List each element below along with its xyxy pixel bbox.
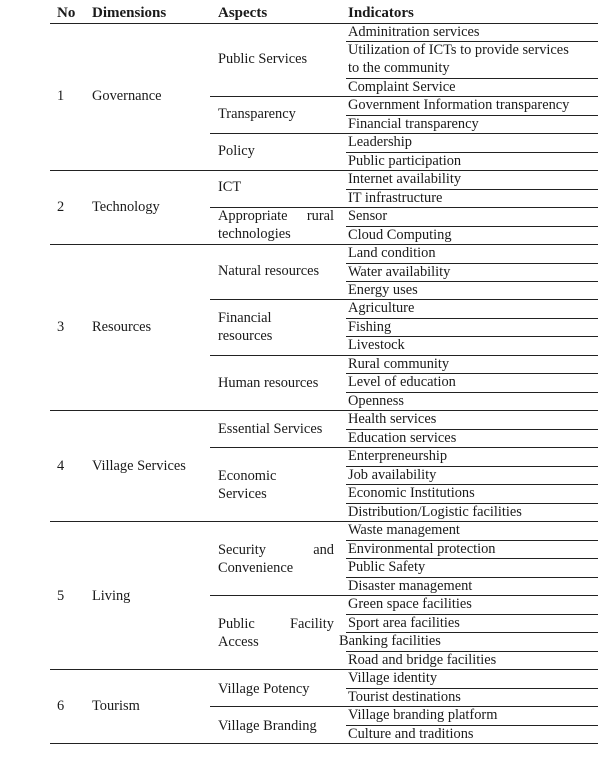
- row-no: 6: [57, 698, 65, 714]
- section-rule: [50, 521, 598, 522]
- indicator: Openness: [348, 393, 404, 409]
- aspect-label: Essential Services: [218, 421, 323, 437]
- row-no: 5: [57, 588, 65, 604]
- indicator: Disaster management: [348, 578, 473, 594]
- indicator: Rural community: [348, 356, 450, 372]
- indicator-banking: Banking facilities: [339, 633, 441, 649]
- row-no: 2: [57, 199, 65, 215]
- aspect-label: ICT: [218, 179, 242, 195]
- aspect-label: Natural resources: [218, 263, 320, 279]
- indicator: Village identity: [348, 670, 438, 686]
- section-rule: [50, 170, 598, 171]
- indicator: Tourist destinations: [348, 689, 461, 705]
- section-rule: [50, 410, 598, 411]
- header-no: No: [57, 5, 76, 21]
- indicator: Water availability: [348, 264, 451, 280]
- indicator: Adminitration services: [348, 24, 480, 40]
- indicator: Internet availability: [348, 171, 462, 187]
- indicator: Village branding platform: [348, 707, 498, 723]
- indicator: Public participation: [348, 153, 462, 169]
- indicator: Education services: [348, 430, 457, 446]
- row-dimension: Technology: [92, 199, 160, 215]
- indicator: Economic Institutions: [348, 485, 475, 501]
- indicator: Job availability: [348, 467, 437, 483]
- row-dimension: Resources: [92, 319, 152, 335]
- indicator: Sensor: [348, 208, 388, 224]
- indicator: Road and bridge facilities: [348, 652, 497, 668]
- aspect-label: Economic Services: [218, 468, 277, 502]
- indicator: Leadership: [348, 134, 412, 150]
- header-indicators: Indicators: [348, 5, 414, 21]
- row-dimension: Governance: [92, 88, 162, 104]
- row-dimension: Living: [92, 588, 131, 604]
- table-bottom-rule: [50, 743, 598, 744]
- aspect-label: Public Facility Access: [218, 616, 334, 650]
- row-no: 3: [57, 319, 65, 335]
- indicator: Enterpreneurship: [348, 448, 448, 464]
- aspect-label: Human resources: [218, 375, 319, 391]
- indicator: Culture and traditions: [348, 726, 474, 742]
- section-rule: [50, 669, 598, 670]
- indicator: Agriculture: [348, 300, 415, 316]
- indicator: IT infrastructure: [348, 190, 443, 206]
- aspect-label: Policy: [218, 143, 255, 159]
- indicator: Environmental protection: [348, 541, 496, 557]
- aspect-label: Financial resources: [218, 310, 273, 344]
- indicator: Financial transparency: [348, 116, 479, 132]
- indicator: Fishing: [348, 319, 392, 335]
- aspect-label: Transparency: [218, 106, 296, 122]
- indicator: Health services: [348, 411, 437, 427]
- aspect-label: Village Branding: [218, 718, 317, 734]
- aspect-label: Appropriate rural technologies: [218, 208, 334, 242]
- indicator: Energy uses: [348, 282, 418, 298]
- indicator: Complaint Service: [348, 79, 456, 95]
- indicator: Distribution/Logistic facilities: [348, 504, 522, 520]
- indicator: Government Information transparency: [348, 97, 570, 113]
- indicator: Waste management: [348, 522, 460, 538]
- indicator: Cloud Computing: [348, 227, 452, 243]
- indicator: Green space facilities: [348, 596, 472, 612]
- row-dimension: Tourism: [92, 698, 140, 714]
- indicator: Level of education: [348, 374, 456, 390]
- header-rule: [50, 23, 598, 24]
- aspect-label: Public Services: [218, 51, 308, 67]
- header-aspects: Aspects: [218, 5, 268, 21]
- section-rule: [50, 244, 598, 245]
- indicator: Utilization of ICTs to provide services: [348, 42, 569, 58]
- indicator: Sport area facilities: [348, 615, 460, 631]
- header-dimensions: Dimensions: [92, 5, 167, 21]
- row-no: 1: [57, 88, 65, 104]
- aspect-label: Security and Convenience: [218, 542, 334, 576]
- indicator: to the community: [348, 60, 450, 76]
- row-no: 4: [57, 458, 65, 474]
- indicator: Livestock: [348, 337, 405, 353]
- row-dimension: Village Services: [92, 458, 186, 474]
- indicator: Public Safety: [348, 559, 426, 575]
- indicator: Land condition: [348, 245, 436, 261]
- aspect-label: Village Potency: [218, 681, 310, 697]
